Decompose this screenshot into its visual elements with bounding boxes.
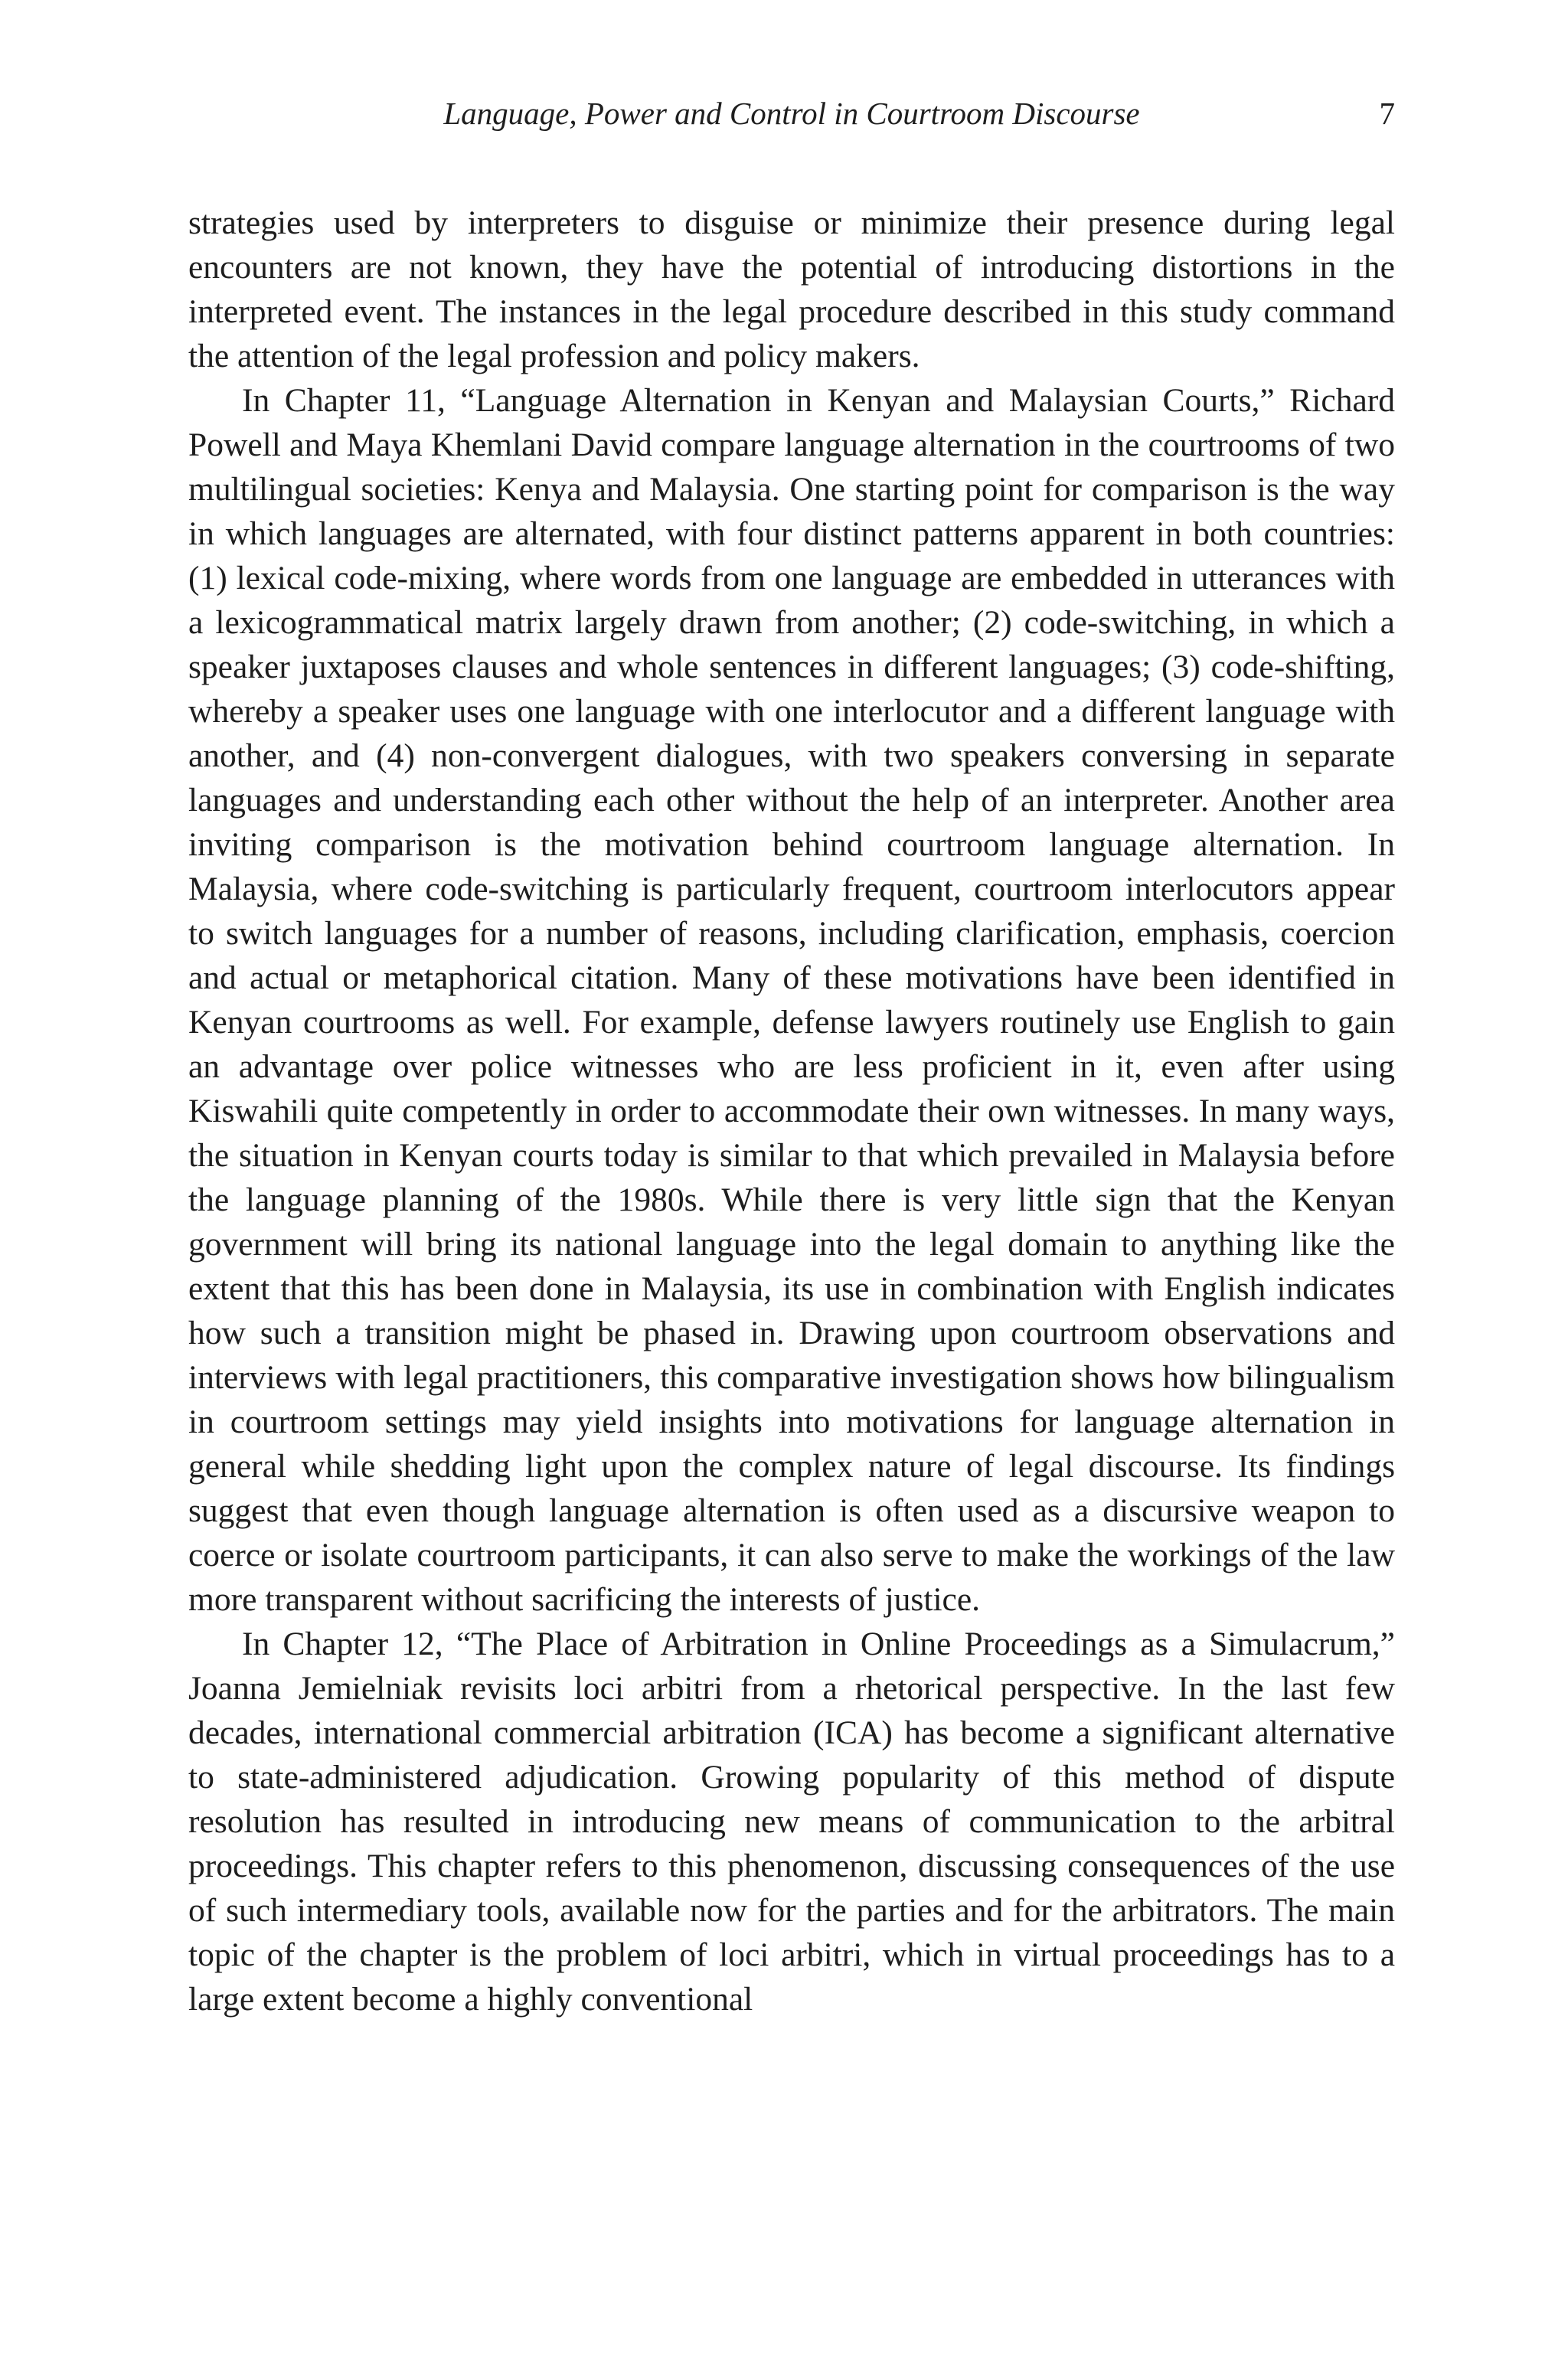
paragraph-chapter-11: In Chapter 11, “Language Alternation in Kenyan and Malaysian Courts,” Richard Powell and Maya Khemlani David compare language alternation in the courtrooms of two multilingual societies: Kenya and Malaysia. One starting point for comparison is the way in which languages are alternated, with four distinct patterns apparent in both countries: (1) lexical code-mixing, where words from one language are embedded in utterances with a lexicogrammatical matrix largely drawn from another; (2) code-switching, in which a speaker juxtaposes clauses and whole sentences in different languages; (3) code-shifting, whereby a speaker uses one language with one interlocutor and a different language with another, and (4) non-convergent dialogues, with two speakers conversing in separate languages and understanding each other without the help of an interpreter. Another area inviting comparison is the motivation behind courtroom language alternation. In Malaysia, where code-switching is particularly frequent, courtroom interlocutors appear to switch languages for a number of reasons, including clarification, emphasis, coercion and actual or metaphorical citation. Many of these motivations have been identified in Kenyan courtrooms as well. For example, defense lawyers routinely use English to gain an advantage over police witnesses who are less proficient in it, even after using Kiswahili quite competently in order to accommodate their own witnesses. In many ways, the situation in Kenyan courts today is similar to that which prevailed in Malaysia before the language planning of the 1980s. While there is very little sign that the Kenyan government will bring its national language into the legal domain to anything like the extent that this has been done in Malaysia, its use in combination with English indicates how such a transition might be phased in. Drawing upon courtroom observations and interviews with legal practitioners, this comparative investigation shows how bilingualism in courtroom settings may yield insights into motivations for language alternation in general while shedding light upon the complex nature of legal discourse. Its findings suggest that even though language alternation is often used as a discursive weapon to coerce or isolate courtroom participants, it can also serve to make the workings of the law more transparent without sacrificing the interests of justice. bbox=[188, 382, 1395, 1618]
page-number: 7 bbox=[1379, 96, 1395, 131]
running-title: Language, Power and Control in Courtroom Discourse bbox=[443, 96, 1140, 131]
body-text bbox=[188, 201, 1395, 2021]
paragraph-continuation: strategies used by interpreters to disguise or minimize their presence during legal encounters are not known, they have the potential of introducing distortions in the interpreted event. The instances in the legal procedure described in this study command the attention of the legal profession and policy makers. bbox=[188, 204, 1395, 374]
running-header bbox=[188, 90, 1395, 136]
paragraph-chapter-12: In Chapter 12, “The Place of Arbitration in Online Proceedings as a Simulacrum,” Joanna Jemielniak revisits loci arbitri from a rhetorical perspective. In the last few decades, international commercial arbitration (ICA) has become a significant alternative to state-administered adjudication. Growing popularity of this method of dispute resolution has resulted in introducing new means of communication to the arbitral proceedings. This chapter refers to this phenomenon, discussing consequences of the use of such intermediary tools, available now for the parties and for the arbitrators. The main topic of the chapter is the problem of loci arbitri, which in virtual proceedings has to a large extent become a highly conventional bbox=[188, 1626, 1395, 2018]
